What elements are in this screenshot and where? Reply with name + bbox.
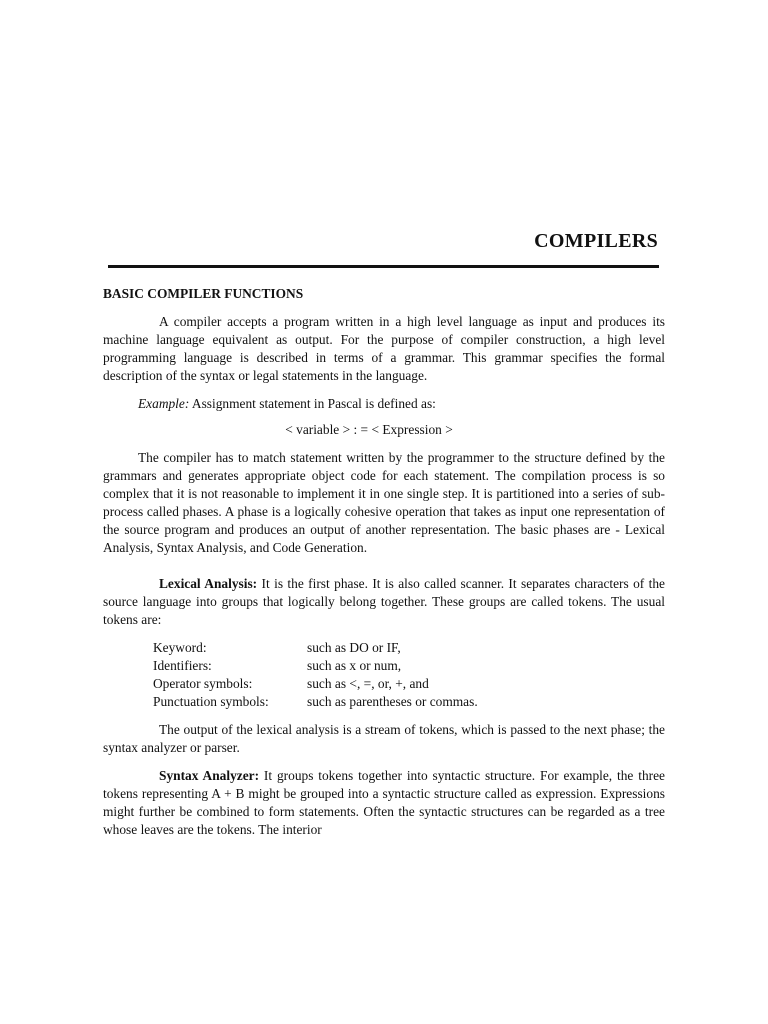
- lexical-text: It is the first phase. It is also called scanner. It separates characters of the source language into groups that logically belong together. These groups are called tokens. The usual tokens are:: [103, 576, 666, 627]
- token-row: [153, 639, 478, 657]
- intro-paragraph: A compiler accepts a program written in a high level language as input and produces its machine language equivalent as output. For the purpose of compiler construction, a high level programming language is described in terms of a grammar. This grammar specifies the formal description of the syntax or legal statements in the language.: [103, 314, 665, 383]
- example-label: Example:: [138, 396, 190, 411]
- token-kind: Identifiers:: [153, 658, 212, 673]
- lexical-output-paragraph: The output of the lexical analysis is a stream of tokens, which is passed to the next phase; the syntax analyzer or parser.: [103, 722, 665, 755]
- token-row: [153, 675, 478, 693]
- token-row: [153, 657, 478, 675]
- syntax-text: It groups tokens together into syntactic structure. For example, the three tokens representing A + B might be grouped into a syntactic structure called as expression. Expressions might further be combined to form statements. Often the syntactic structures can be regarded as a tree whose leaves are the tokens. The interior: [103, 768, 665, 837]
- section-heading: BASIC COMPILER FUNCTIONS: [103, 286, 304, 301]
- syntax-paragraph: [103, 767, 665, 839]
- grammar-rule: < variable > : = < Expression >: [285, 422, 453, 437]
- token-example: such as <, =, or, +, and: [307, 676, 429, 691]
- page-body: [103, 285, 665, 839]
- syntax-term: Syntax Analyzer:: [159, 768, 260, 783]
- token-kind: Keyword:: [153, 640, 207, 655]
- token-example: such as parentheses or commas.: [307, 694, 478, 709]
- example-line: [138, 395, 665, 413]
- token-example: such as DO or IF,: [307, 640, 401, 655]
- token-row: [153, 693, 478, 711]
- example-text: Assignment statement in Pascal is defined as:: [189, 396, 436, 411]
- lexical-paragraph: [103, 575, 665, 629]
- title-rule: [108, 265, 659, 268]
- compile-paragraph: The compiler has to match statement written by the programmer to the structure defined by the grammars and generates appropriate object code for each statement. The compilation process is so complex that it is not reasonable to implement it in one single step. It is partitioned into a series of sub-process called phases. A phase is a logically cohesive operation that takes as input one representation of the source program and produces an output of another representation. The basic phases are - Lexical Analysis, Syntax Analysis, and Code Generation.: [103, 450, 665, 555]
- token-table: [153, 639, 478, 711]
- token-example: such as x or num,: [307, 658, 402, 673]
- chapter-title: COMPILERS: [534, 230, 658, 252]
- token-kind: Punctuation symbols:: [153, 694, 269, 709]
- token-kind: Operator symbols:: [153, 676, 253, 691]
- lexical-term: Lexical Analysis:: [159, 576, 258, 591]
